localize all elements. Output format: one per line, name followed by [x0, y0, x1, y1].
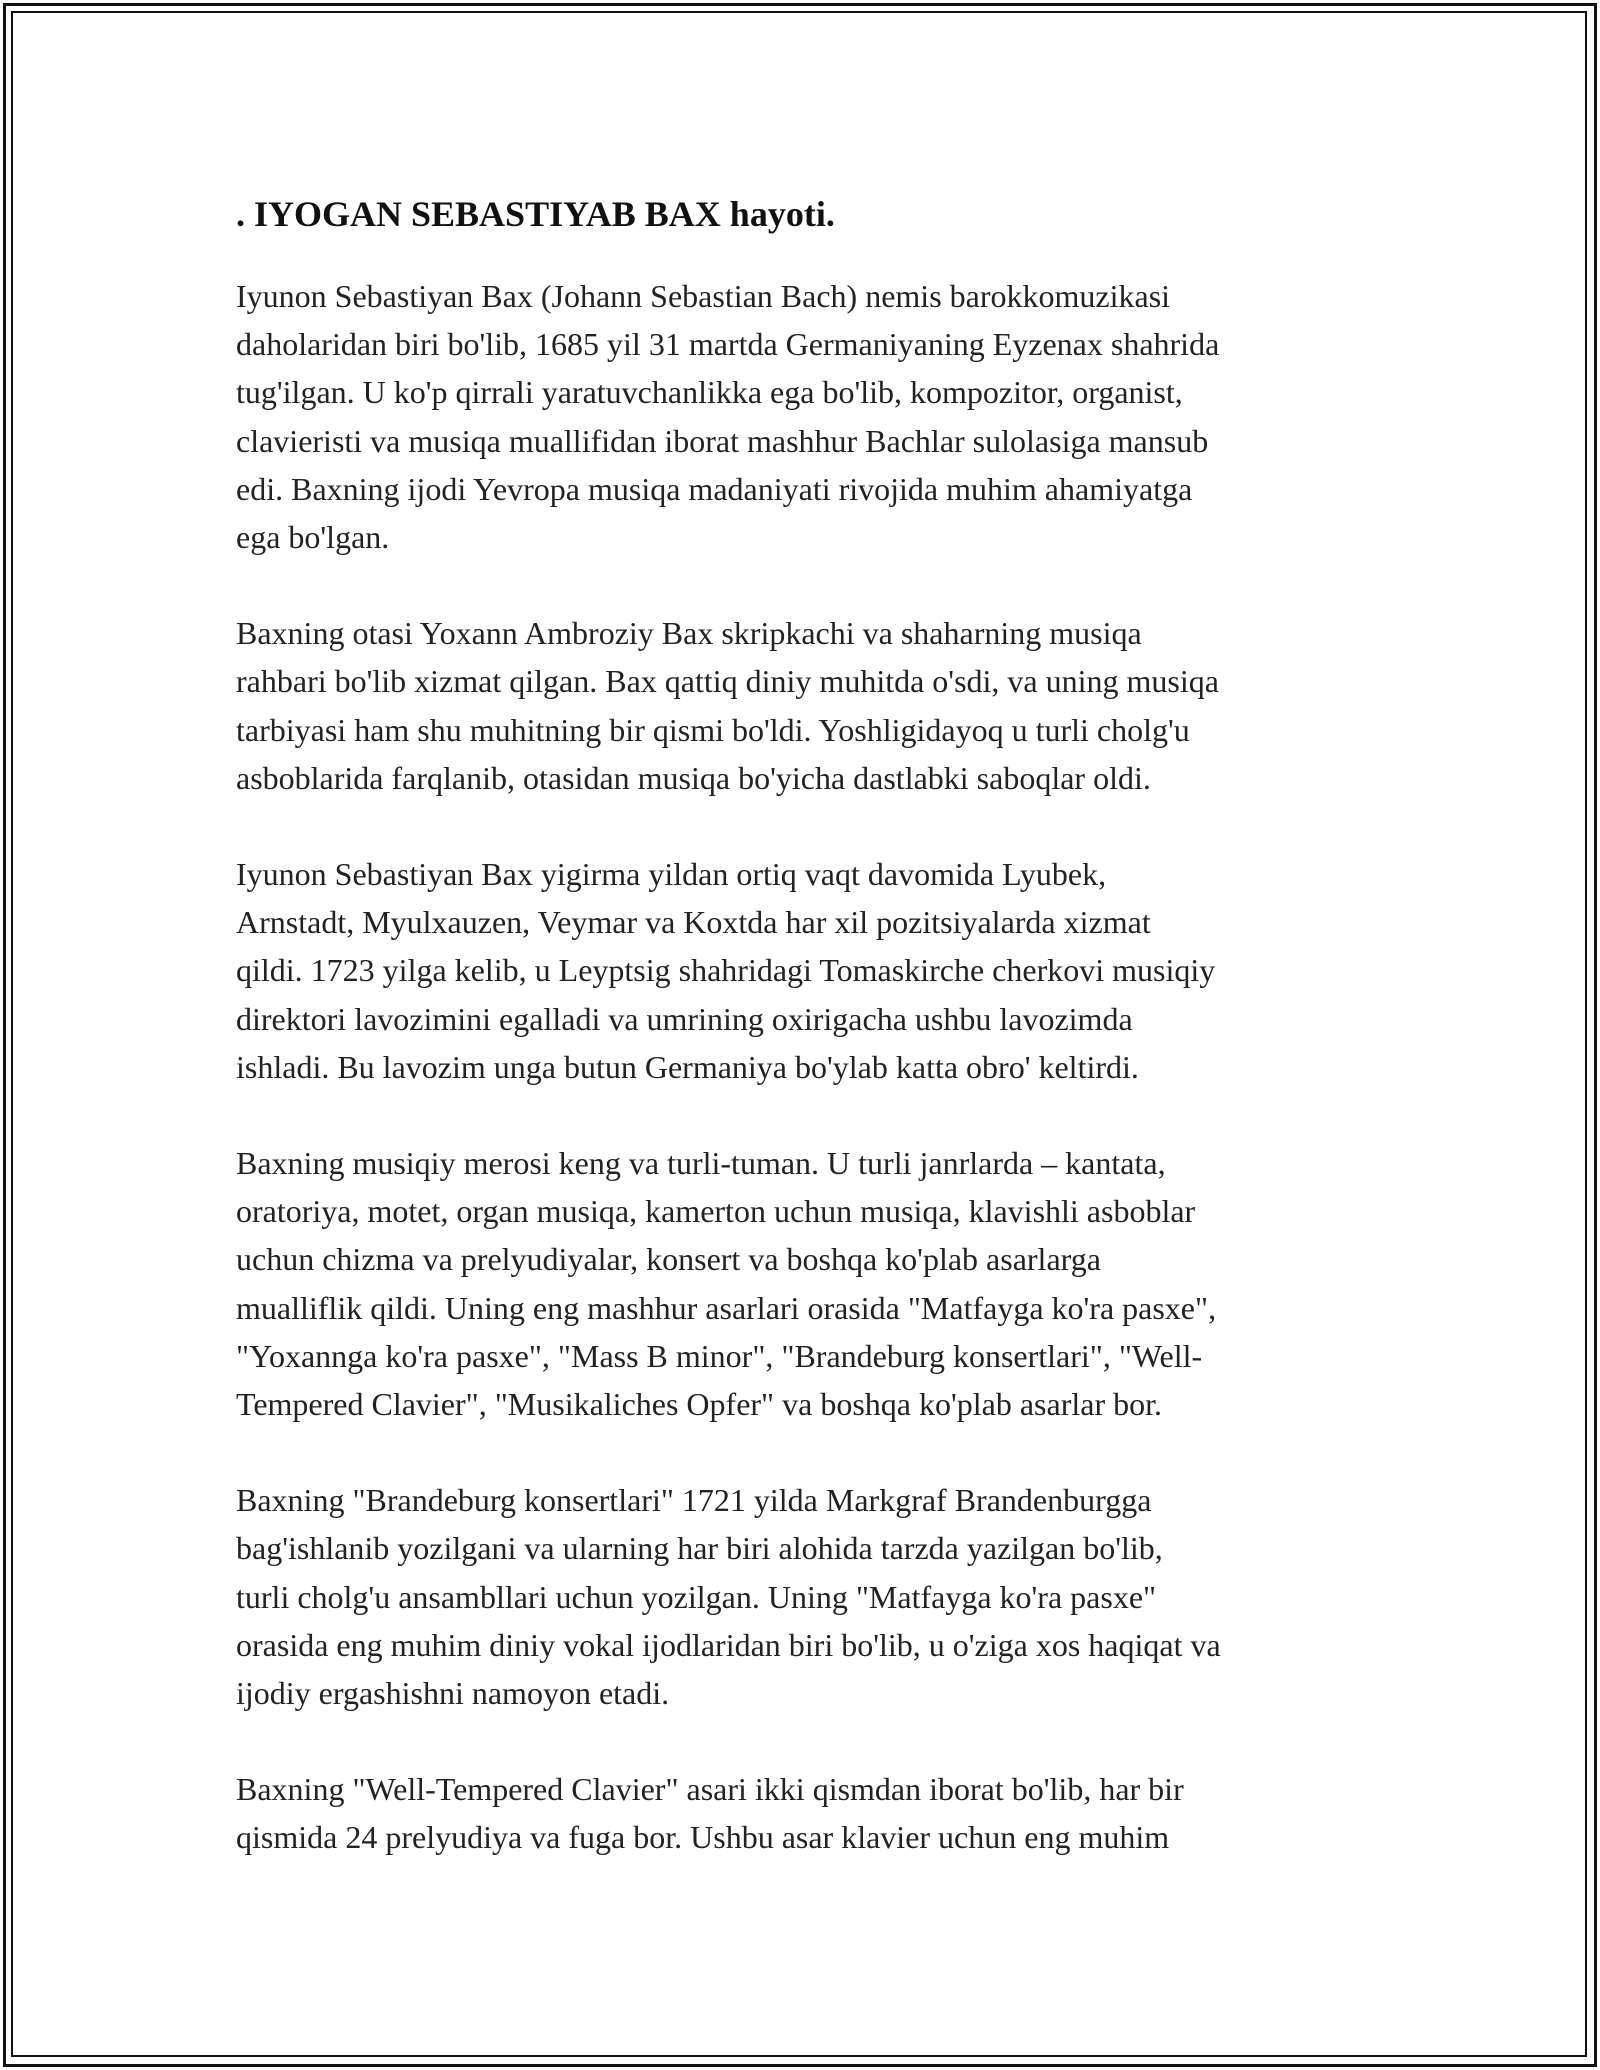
- paragraph-line: Baxning "Brandeburg konsertlari" 1721 yilda Markgraf Brandenburgga: [236, 1482, 1152, 1519]
- paragraph-line: bag'ishlanib yozilgani va ularning har biri alohida tarzda yazilgan bo'lib,: [236, 1530, 1163, 1567]
- paragraph-line: Baxning otasi Yoxann Ambroziy Bax skripkachi va shaharning musiqa: [236, 615, 1142, 652]
- paragraph-line: clavieristi va musiqa muallifidan iborat mashhur Bachlar sulolasiga mansub: [236, 422, 1209, 459]
- paragraph-line: qismida 24 prelyudiya va fuga bor. Ushbu asar klavier uchun eng muhim: [236, 1819, 1170, 1856]
- paragraph-line: Iyunon Sebastiyan Bax yigirma yildan ortiq vaqt davomida Lyubek,: [236, 856, 1107, 893]
- document-body: [236, 186, 1386, 1862]
- paragraph-line: tarbiyasi ham shu muhitning bir qismi bo'ldi. Yoshligidayoq u turli cholg'u: [236, 711, 1190, 748]
- paragraph-line: Tempered Clavier", "Musikaliches Opfer" va boshqa ko'plab asarlar bor.: [236, 1386, 1162, 1423]
- paragraph-line: tug'ilgan. U ko'p qirrali yaratuvchanlikka ega bo'lib, kompozitor, organist,: [236, 374, 1183, 411]
- paragraph-line: qildi. 1723 yilga kelib, u Leyptsig shahridagi Tomaskirche cherkovi musiqiy: [236, 952, 1216, 989]
- paragraph-line: Arnstadt, Myulxauzen, Veymar va Koxtda har xil pozitsiyalarda xizmat: [236, 904, 1151, 941]
- paragraph-line: direktori lavozimini egalladi va umrining oxirigacha ushbu lavozimda: [236, 1000, 1133, 1037]
- paragraph-line: uchun chizma va prelyudiyalar, konsert va boshqa ko'plab asarlarga: [236, 1241, 1101, 1278]
- paragraph-line: mualliflik qildi. Uning eng mashhur asarlari orasida "Matfayga ko'ra pasxe",: [236, 1289, 1217, 1326]
- paragraph-line: "Yoxannga ko'ra pasxe", "Mass B minor", "Brandeburg konsertlari", "Well-: [236, 1337, 1203, 1374]
- paragraph-line: rahbari bo'lib xizmat qilgan. Bax qattiq diniy muhitda o'sdi, va uning musiqa: [236, 663, 1219, 700]
- paragraph-3: [236, 850, 1386, 1091]
- paragraph-list: [236, 272, 1386, 1862]
- paragraph-4: [236, 1139, 1386, 1428]
- paragraph-line: Iyunon Sebastiyan Bax (Johann Sebastian Bach) nemis barokkomuzikasi: [236, 278, 1171, 314]
- paragraph-line: Baxning musiqiy merosi keng va turli-tuman. U turli janrlarda – kantata,: [236, 1145, 1166, 1182]
- paragraph-1: [236, 272, 1386, 561]
- paragraph-line: ega bo'lgan.: [236, 519, 390, 556]
- paragraph-5: [236, 1476, 1386, 1717]
- paragraph-line: oratoriya, motet, organ musiqa, kamerton uchun musiqa, klavishli asboblar: [236, 1193, 1196, 1230]
- paragraph-6: [236, 1765, 1386, 1861]
- paragraph-line: ijodiy ergashishni namoyon etadi.: [236, 1675, 670, 1712]
- paragraph-line: ishladi. Bu lavozim unga butun Germaniya bo'ylab katta obro' keltirdi.: [236, 1048, 1139, 1085]
- document-title: . IYOGAN SEBASTIYAB BAX hayoti.: [236, 194, 835, 234]
- paragraph-line: orasida eng muhim diniy vokal ijodlaridan biri bo'lib, u o'ziga xos haqiqat va: [236, 1626, 1221, 1663]
- paragraph-line: turli cholg'u ansambllari uchun yozilgan. Uning "Matfayga ko'ra pasxe": [236, 1578, 1157, 1615]
- paragraph-2: [236, 609, 1386, 802]
- paragraph-line: daholaridan biri bo'lib, 1685 yil 31 martda Germaniyaning Eyzenax shahrida: [236, 326, 1220, 363]
- paragraph-line: edi. Baxning ijodi Yevropa musiqa madaniyati rivojida muhim ahamiyatga: [236, 470, 1193, 507]
- paragraph-line: Baxning "Well-Tempered Clavier" asari ikki qismdan iborat bo'lib, har bir: [236, 1771, 1184, 1808]
- paragraph-line: asboblarida farqlanib, otasidan musiqa bo'yicha dastlabki saboqlar oldi.: [236, 759, 1151, 796]
